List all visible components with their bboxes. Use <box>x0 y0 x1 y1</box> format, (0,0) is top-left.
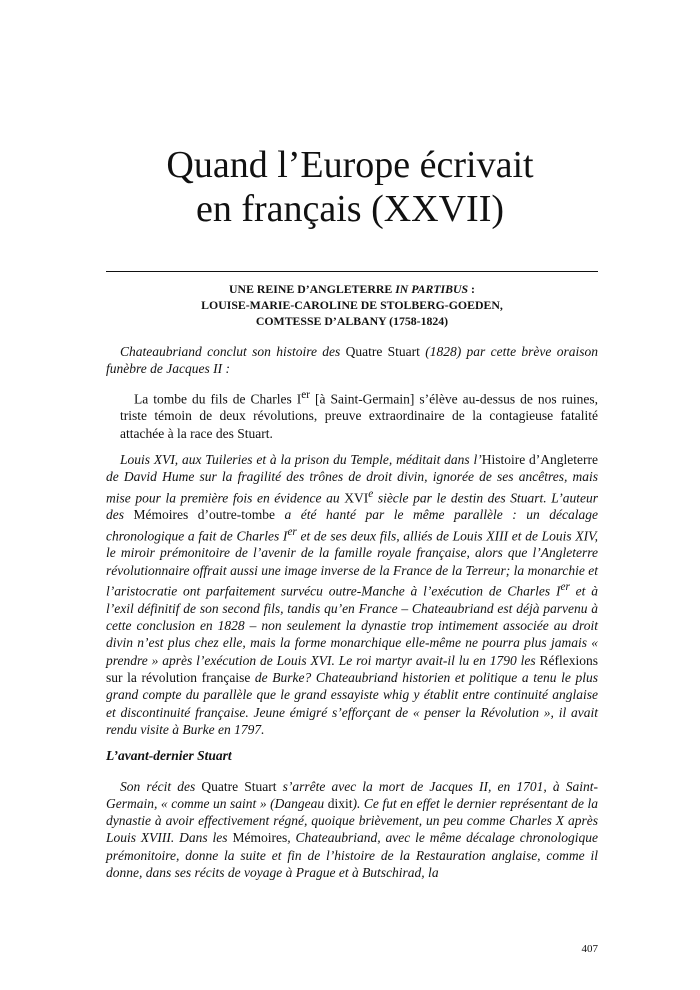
quote-text-1: La tombe du fils de Charles I <box>134 391 302 407</box>
p1-superscript-2: er <box>560 581 570 594</box>
heading-colon: : <box>468 282 475 296</box>
p1-century-sup: e <box>368 487 374 500</box>
title-rule <box>106 271 598 272</box>
p1-book-histoire: Histoire d’Angleterre <box>481 451 598 467</box>
intro-paragraph <box>106 343 598 378</box>
intro-text-2: (1828) par cette brève oraison funèbre de Jacques II : <box>106 344 598 377</box>
p2-text-4: , Chateaubriand, avec le même décalage chronologique prémonitoire, donne la suite et fin de l’histoire de la Restauration anglaise, comme il donne, dans ses récits de voyage à Prague et à Butschirad, la <box>106 830 598 881</box>
heading-in-partibus: IN PARTIBUS <box>395 282 469 296</box>
intro-book-title: Quatre Stuart <box>345 344 420 359</box>
p1-superscript-1: er <box>287 525 297 538</box>
p1-text-4: a été hanté par le même parallèle : un décalage chronologique a fait de Charles I <box>106 507 598 544</box>
heading-line-1 <box>106 281 598 297</box>
p1-text-3: siècle par le destin des Stuart. L’auteur des <box>106 490 598 523</box>
p1-book-memoires-end: d’outre-tombe <box>188 507 275 523</box>
quote-superscript: er <box>301 388 310 401</box>
page-number: 407 <box>581 943 598 955</box>
p1-text-1: Louis XVI, aux Tuileries et à la prison du Temple, méditait dans l’ <box>120 451 482 467</box>
article-body <box>106 343 598 890</box>
chapter-heading <box>106 281 598 329</box>
block-quote <box>106 387 598 442</box>
intro-text-1: Chateaubriand conclut son histoire des <box>120 344 346 359</box>
p2-text-1: Son récit des <box>120 778 202 794</box>
heading-line-2: LOUISE-MARIE-CAROLINE DE STOLBERG-GOEDEN, <box>201 298 503 312</box>
paragraph-1 <box>106 451 598 738</box>
heading-line-1-text: UNE REINE D’ANGLETERRE <box>229 282 396 296</box>
heading-line-3: COMTESSE D’ALBANY (1758-1824) <box>255 314 449 328</box>
p2-dixit: dixit <box>327 795 353 811</box>
section-heading: L’avant-dernier Stuart <box>106 748 232 764</box>
p1-book-memoires: Mémoires <box>133 507 189 523</box>
p1-book-reflexions: Réflexions sur la révolution française <box>106 652 598 686</box>
p2-book-quatre-stuart: Quatre Stuart <box>201 778 277 794</box>
paragraph-2 <box>106 778 598 882</box>
p1-text-5: et de ses deux fils, alliés de Louis XIII et de Louis XIV, le miroir prémonitoire de l’avenir de la famille royale française, alors que l’Angleterre révolutionnaire offrait aussi une image inverse de la France de la Terreur; la monarchie et l’aristocratie ont parfaitement survécu outre-Manche à l’exécution de Charles I <box>106 528 598 599</box>
p2-text-3: ). Ce fut en effet le dernier représentant de la dynastie à avoir effectivement régné, quoique brièvement, un peu comme Charles X après Louis XVIII. Dans les <box>106 795 598 846</box>
p1-text-7: de Burke? Chateaubriand historien et politique a tenu le plus grand compte du parallèle que le grand essayiste whig y établit entre continuité anglaise et discontinuité française. Jeune émigré s’efforçant de « penser la Révolution », il avait rendu visite à Burke en 1797. <box>106 670 598 737</box>
p2-text-2: s’arrête avec la mort de Jacques II, en 1701, à Saint-Germain, « comme un saint » (Dangeau <box>106 778 598 811</box>
p1-century: XVI <box>344 490 369 506</box>
title-line-2: en français (XXVII) <box>195 188 505 230</box>
article-title <box>0 143 700 231</box>
p1-text-6: et à l’exil définitif de son second fils, tandis qu’en France – Chateaubriand est déjà parvenu à cette conclusion en 1828 – non seulement la dynastie trop intimement associée au droit divin n’est plus chez elle, mais la forme monarchique elle-même ne pourra plus jamais « prendre » après l’exécution de Louis XVI. Le roi martyr avait-il lu en 1790 les <box>106 583 598 668</box>
quote-text-2: [à Saint-Germain] s’élève au-dessus de nos ruines, triste témoin de deux révolutions, preuve extraordinaire de la contagieuse fatalité attachée à la race des Stuart. <box>120 391 598 441</box>
p2-book-memoires: Mémoires <box>232 830 288 846</box>
p1-text-2: de David Hume sur la fragilité des trônes de droit divin, ignorée de ses ancêtres, mais mise pour la première fois en évidence au <box>106 469 598 506</box>
title-line-1: Quand l’Europe écrivait <box>166 144 534 186</box>
